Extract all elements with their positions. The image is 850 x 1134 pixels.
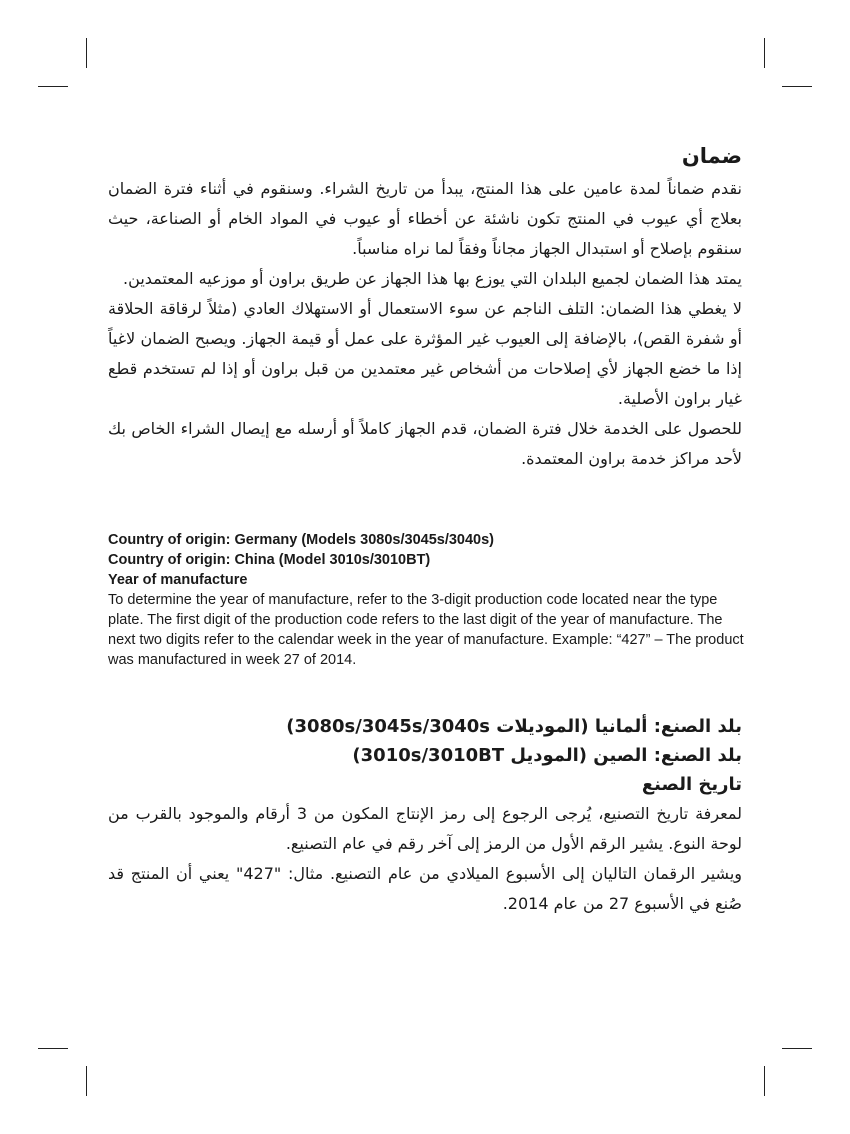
country-of-origin-china: Country of origin: China (Model 3010s/3010BT) bbox=[108, 552, 431, 568]
year-of-manufacture-heading-ar: تاريخ الصنع bbox=[641, 774, 742, 795]
country-of-origin-germany-ar: بلد الصنع: ألمانيا (الموديلات 3080s/3045s/3040s) bbox=[286, 716, 742, 737]
crop-mark-bottom-left-vertical bbox=[86, 1066, 87, 1096]
crop-mark-top-left-horizontal bbox=[38, 86, 68, 87]
country-of-origin-germany: Country of origin: Germany (Models 3080s/3045s/3040s) bbox=[108, 532, 494, 548]
crop-mark-top-right-vertical bbox=[764, 38, 765, 68]
crop-mark-bottom-left-horizontal bbox=[38, 1048, 68, 1049]
warranty-heading: ضمان bbox=[681, 144, 742, 168]
warranty-paragraph: لا يغطي هذا الضمان: التلف الناجم عن سوء الاستعمال أو الاستهلاك العادي (مثلاً لرقاقة الحلاقة أو شفرة القص)، بالإضافة إلى العيوب غير المؤثرة على عمل أو قيمة الجهاز. ويصبح الضمان لاغياً إذا ما خضع الجهاز لأي إصلاحات من أشخاص غير معتمدين من قبل براون أو إذا لم تستخدم قطع غيار براون الأصلية. bbox=[108, 299, 742, 408]
crop-mark-top-left-vertical bbox=[86, 38, 87, 68]
warranty-section-arabic bbox=[108, 140, 742, 474]
country-of-origin-china-ar: بلد الصنع: الصين (الموديل 3010s/3010BT) bbox=[352, 745, 742, 766]
warranty-paragraph: نقدم ضماناً لمدة عامين على هذا المنتج، يبدأ من تاريخ الشراء. وسنقوم في أثناء فترة الضمان بعلاج أي عيوب في المنتج تكون ناشئة عن أخطاء أو عيوب في المواد الخام أو الصناعة، حيث سنقوم بإصلاح أو استبدال الجهاز مجاناً وفقاً لما نراه مناسباً. bbox=[108, 179, 742, 258]
year-of-manufacture-heading: Year of manufacture bbox=[108, 572, 248, 588]
year-of-manufacture-body: To determine the year of manufacture, refer to the 3-digit production code located near the type plate. The first digit of the production code refers to the last digit of the year of manufacture. The next two digits refer to the calendar week in the year of manufacture. Example: “427” – The product was manufactured in week 27 of 2014. bbox=[108, 592, 744, 668]
crop-mark-bottom-right-horizontal bbox=[782, 1048, 812, 1049]
year-of-manufacture-body-ar: ويشير الرقمان التاليان إلى الأسبوع الميلادي من عام التصنيع. مثال: "427" يعني أن المنتج قد صُنع في الأسبوع 27 من عام 2014. bbox=[108, 864, 742, 913]
warranty-paragraph: للحصول على الخدمة خلال فترة الضمان، قدم الجهاز كاملاً أو أرسله مع إيصال الشراء الخاص بك لأحد مراكز خدمة براون المعتمدة. bbox=[108, 419, 742, 468]
warranty-paragraph: يمتد هذا الضمان لجميع البلدان التي يوزع بها هذا الجهاز عن طريق براون أو موزعيه المعتمدين. bbox=[123, 269, 742, 288]
year-of-manufacture-body-ar: لمعرفة تاريخ التصنيع، يُرجى الرجوع إلى رمز الإنتاج المكون من 3 أرقام والموجود بالقرب من لوحة النوع. يشير الرقم الأول من الرمز إلى آخر رقم في عام التصنيع. bbox=[108, 804, 742, 853]
crop-mark-top-right-horizontal bbox=[782, 86, 812, 87]
origin-section-english bbox=[108, 530, 748, 670]
crop-mark-bottom-right-vertical bbox=[764, 1066, 765, 1096]
origin-section-arabic bbox=[108, 712, 742, 919]
